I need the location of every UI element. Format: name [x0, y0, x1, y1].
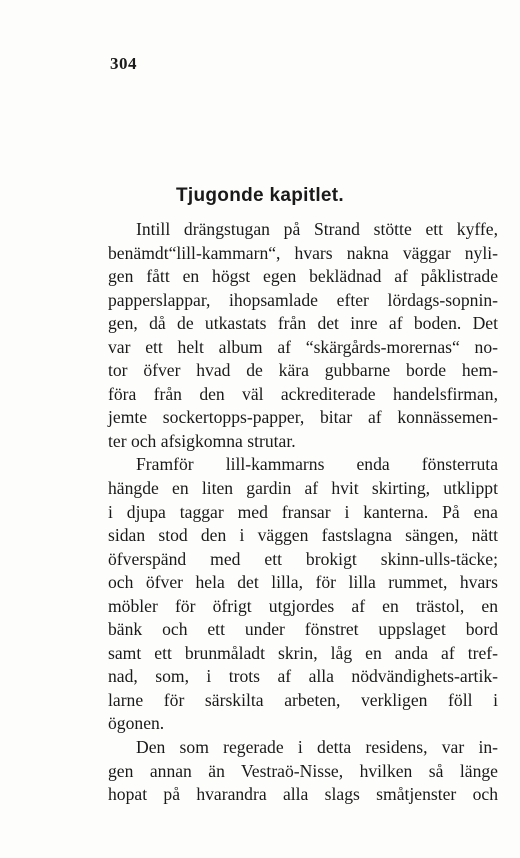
text-line: var ett helt album af “skärgårds-morernas“ no-: [108, 336, 498, 357]
text-line: möbler för öfrigt utgjordes af en trästol, en: [108, 595, 498, 616]
text-line: papperslappar, ihopsamlade efter lördags-sopnin-: [108, 289, 498, 310]
text-line: Framför lill-kammarns enda fönsterruta: [136, 454, 498, 475]
text-line: hopat på hvarandra alla slags småtjenster och: [108, 784, 498, 805]
text-line: sidan stod den i väggen fastslagna sängen, nätt: [108, 525, 498, 546]
text-line: ter och afsigkomna strutar.: [108, 430, 296, 451]
body-text: [108, 218, 498, 807]
text-line: Den som regerade i detta residens, var in-: [136, 737, 498, 758]
text-line: gen annan än Vestraö-Nisse, hvilken så länge: [108, 760, 498, 781]
text-line: i djupa taggar med fransar i kanterna. På ena: [108, 501, 498, 522]
text-line: gen, då de utkastats från det inre af boden. Det: [108, 313, 498, 334]
text-line: öfverspänd med ett brokigt skinn-ulls-täcke;: [108, 548, 498, 569]
text-line: jemte sockertopps-papper, bitar af konnässemen-: [108, 407, 498, 428]
text-line: och öfver hela det lilla, för lilla rummet, hvars: [108, 572, 498, 593]
text-line: hängde en liten gardin af hvit skirting, utklippt: [108, 478, 498, 499]
text-line: Intill drängstugan på Strand stötte ett kyffe,: [136, 219, 498, 239]
text-line: bänk och ett under fönstret uppslaget bord: [108, 619, 498, 640]
text-line: samt ett brunmåladt skrin, låg en anda af tref-: [108, 642, 498, 663]
text-line: ögonen.: [108, 713, 165, 734]
text-line: tor öfver hvad de kära gubbarne borde hem-: [108, 360, 498, 381]
text-line: larne för särskilta arbeten, verkligen föll i: [108, 689, 498, 710]
text-line: nad, som, i trots af alla nödvändighets-artik-: [108, 666, 498, 687]
text-line: benämdt“lill-kammarn“, hvars nakna väggar nyli-: [108, 242, 498, 263]
page-number: 304: [110, 54, 137, 73]
text-line: gen fått en högst egen beklädnad af påklistrade: [108, 266, 498, 287]
text-line: föra från den väl ackrediterade handelsfirman,: [108, 383, 498, 404]
chapter-title: Tjugonde kapitlet.: [176, 185, 344, 206]
